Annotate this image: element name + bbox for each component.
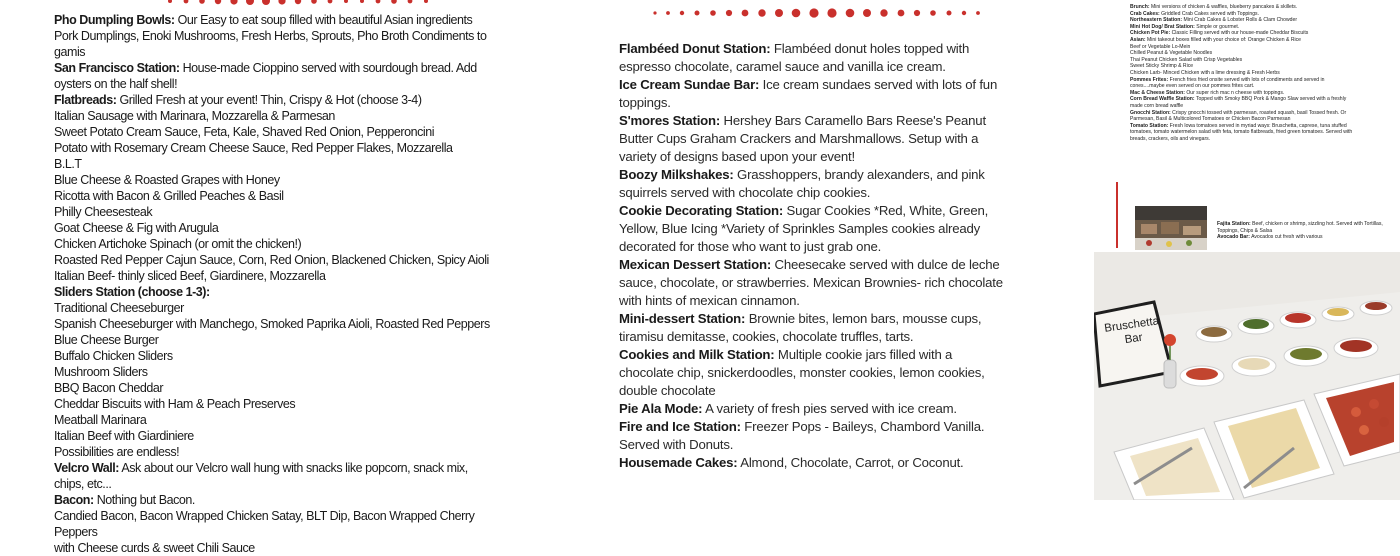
menu-item-label: Pho Dumpling Bowls: [54, 13, 175, 27]
menu-item-text: Chilled Peanut & Vegetable Noodles [1130, 50, 1213, 57]
menu-item-label: S'mores Station: [619, 113, 721, 128]
menu-item-text: Grilled Fresh at your event! Thin, Crispy & Hot (choose 3-4) [116, 93, 422, 107]
menu-item-label: Mini Hot Dog/ Brat Station: [1130, 23, 1195, 30]
menu-item [1130, 57, 1360, 64]
bruschetta-photo-illustration [1094, 252, 1400, 500]
menu-item-label: Fire and Ice Station: [619, 419, 741, 434]
menu-item-text: Cheesecake served with dulce de leche sauce, chocolate, or strawberries. Mexican Brownies- rich chocolate with hints of mexican cinnamon. [619, 257, 1003, 308]
menu-item-text: Potato with Rosemary Cream Cheese Sauce, Red Pepper Flakes, Mozzarella [54, 141, 453, 155]
menu-item-label: Mac & Cheese Station: [1130, 89, 1185, 96]
menu-item-text: Grasshoppers, brandy alexanders, and pink squirrels served with chocolate chip cookies. [619, 167, 985, 200]
menu-item [1217, 234, 1387, 241]
menu-item [619, 256, 1004, 310]
menu-item-text: Beef, chicken or shrimp, sizzling hot. Served with Tortillas, Toppings, Chips & Salsa [1217, 221, 1383, 234]
menu-item [1130, 17, 1360, 24]
menu-item-label: Cookies and Milk Station: [619, 347, 775, 362]
menu-item [619, 166, 1004, 202]
menu-item [54, 220, 494, 236]
menu-item [1130, 110, 1360, 123]
menu-item-text: Italian Beef- thinly sliced Beef, Giardinere, Mozzarella [54, 269, 326, 283]
document-thumbnail-text [1130, 4, 1360, 142]
menu-item [54, 396, 494, 412]
menu-item-label: Asian: [1130, 36, 1146, 43]
menu-item [54, 284, 494, 300]
menu-item [54, 108, 494, 124]
bruschetta-bar-photo [1094, 252, 1400, 500]
menu-item [54, 460, 494, 492]
menu-item [54, 348, 494, 364]
menu-item-text: Ricotta with Bacon & Grilled Peaches & Basil [54, 189, 284, 203]
sign-line: Bruschetta [1103, 315, 1160, 335]
menu-item [54, 540, 494, 556]
menu-item [1130, 123, 1360, 143]
menu-item-text: Cheddar Biscuits with Ham & Peach Preserves [54, 397, 296, 411]
menu-item [54, 300, 494, 316]
menu-item-text: A variety of fresh pies served with ice cream. [702, 401, 957, 416]
menu-item-text: Buffalo Chicken Sliders [54, 349, 173, 363]
menu-item-label: Housemade Cakes: [619, 455, 738, 470]
menu-item-text: B.L.T [54, 157, 82, 171]
menu-item-text: Spanish Cheeseburger with Manchego, Smoked Paprika Aioli, Roasted Red Peppers [54, 317, 490, 331]
menu-item-label: Pommes Frites: [1130, 76, 1169, 83]
menu-item-text: Nothing but Bacon. [93, 493, 195, 507]
menu-item-label: Northeastern Station: [1130, 17, 1183, 24]
menu-item [619, 346, 1004, 400]
menu-item-text: Multiple cookie jars filled with a chocolate chip, snickerdoodles, monster cookies, lemon cookies, double chocolate [619, 347, 985, 398]
menu-item-text: Ask about our Velcro wall hung with snacks like popcorn, snack mix, chips, etc... [54, 461, 468, 491]
menu-item [54, 444, 494, 460]
menu-item [54, 124, 494, 140]
menu-item-text: Mini versions of chicken & waffles, blueberry pancakes & skillets. [1149, 4, 1298, 10]
menu-item-label: Boozy Milkshakes: [619, 167, 734, 182]
sign-line: Bar [1123, 331, 1144, 347]
menu-item [54, 380, 494, 396]
menu-item-label: Corn Bread Waffle Station: [1130, 96, 1195, 103]
menu-item-label: Mexican Dessert Station: [619, 257, 772, 272]
menu-item-label: Tomato Station: [1130, 122, 1169, 129]
menu-item [54, 92, 494, 108]
menu-item-text: Mini Crab Cakes & Lobster Rolls & Clam Chowder [1182, 17, 1298, 24]
menu-item-label: Mini-dessert Station: [619, 311, 746, 326]
menu-item [1217, 221, 1387, 234]
menu-item-text: Meatball Marinara [54, 413, 147, 427]
menu-item-text: Simple or gourmet. [1194, 23, 1240, 30]
menu-item [1130, 77, 1360, 90]
menu-item-label: Brunch: [1130, 4, 1150, 10]
menu-item-text: Possibilities are endless! [54, 445, 180, 459]
document-thumbnail [1094, 0, 1400, 252]
menu-item-text: Sugar Cookies *Red, White, Green, Yellow, Blue Icing *Variety of Sprinkles Samples cookies already decorated for those who want to just grab one. [619, 203, 989, 254]
menu-item-text: Mini takeout boxes filled with your choice of: Orange Chicken & Rice [1145, 36, 1302, 43]
menu-item-text: BBQ Bacon Cheddar [54, 381, 164, 395]
menu-item-label: Flatbreads: [54, 93, 117, 107]
menu-item [1130, 30, 1360, 37]
menu-item-text: Sweet Sticky Shrimp & Rice [1130, 63, 1194, 70]
menu-item-text: Mushroom Sliders [54, 365, 148, 379]
menu-item [1130, 37, 1360, 44]
menu-item-text: Classic Filling served with our house-made Cheddar Biscuits [1170, 30, 1309, 37]
menu-item-text: House-made Cioppino served with sourdough bread. Add oysters on the half shell! [54, 61, 477, 91]
menu-item-text: Griddled Crab Cakes served with Toppings. [1159, 10, 1260, 17]
menu-item [54, 204, 494, 220]
menu-item [619, 76, 1004, 112]
menu-item-text: Thai Peanut Chicken Salad with Crisp Vegetables [1130, 56, 1243, 63]
menu-item [54, 140, 494, 156]
menu-item-text: Almond, Chocolate, Carrot, or Coconut. [737, 455, 964, 470]
menu-item [619, 112, 1004, 166]
menu-item-text: Goat Cheese & Fig with Arugula [54, 221, 219, 235]
menu-item [619, 310, 1004, 346]
document-thumbnail-minitext [1217, 221, 1387, 241]
red-divider-rule [1116, 182, 1118, 248]
menu-item-label: Chicken Pot Pie: [1130, 30, 1171, 37]
menu-item [54, 316, 494, 332]
menu-item [54, 172, 494, 188]
menu-item-text: French fries fried onsite served with lots of condiments and served in cones....maybe even served on our pommes frites cart. [1130, 76, 1325, 90]
menu-item [1130, 11, 1360, 18]
menu-item-text: Chicken Artichoke Spinach (or omit the chicken!) [54, 237, 302, 251]
menu-item-text: Hershey Bars Caramello Bars Reese's Peanut Butter Cups Graham Crackers and Marshmallows. Setup with a variety of designs based upon your event! [619, 113, 986, 164]
menu-item-text: Crispy gnocchi tossed with parmesan, roasted squash, basil Tossed fresh. Or Parmesan, Basil & Multicolored Tomatoes or Chicken Bacon Parmesan [1130, 109, 1347, 123]
menu-item-text: Candied Bacon, Bacon Wrapped Chicken Satay, BLT Dip, Bacon Wrapped Cherry Peppers [54, 509, 475, 539]
menu-item [619, 400, 1004, 418]
menu-item-label: Avocado Bar: [1217, 234, 1250, 241]
menu-item [1130, 4, 1360, 11]
menu-item-text: Sweet Potato Cream Sauce, Feta, Kale, Shaved Red Onion, Pepperoncini [54, 125, 435, 139]
menu-item-text: with Cheese curds & sweet Chili Sauce [54, 541, 255, 555]
menu-item-text: Chicken Larb- Minced Chicken with a lime dressing & Fresh Herbs [1130, 69, 1280, 76]
menu-item [1130, 96, 1360, 109]
menu-item [1130, 50, 1360, 57]
dessert-menu-column [619, 40, 1004, 472]
menu-item [54, 268, 494, 284]
menu-item [619, 418, 1004, 454]
menu-item [1130, 24, 1360, 31]
menu-item-text: Beef or Vegetable Lo-Mein [1130, 43, 1191, 50]
menu-item-label: Ice Cream Sundae Bar: [619, 77, 760, 92]
menu-item [1130, 44, 1360, 51]
menu-item [619, 202, 1004, 256]
menu-item-label: San Francisco Station: [54, 61, 180, 75]
menu-item-text: Topped with Smoky BBQ Pork & Mango Slaw served with a freshly made corn bread waffle [1130, 96, 1347, 109]
menu-item-label: Velcro Wall: [54, 461, 119, 475]
menu-item [1130, 90, 1360, 97]
menu-item-text: Fresh Iowa tomatoes served in myriad ways: Bruschetta, caprese, tuna stuffed tomatoes, tomato watermelon salad with feta, tomato flatbreads, fried green tomatoes. Served with breads, crackers, oils and vinegars. [1130, 122, 1353, 142]
menu-item-label: Sliders Station (choose 1-3): [54, 285, 210, 299]
menu-item [54, 60, 494, 92]
menu-item [54, 508, 494, 540]
menu-item [54, 236, 494, 252]
buffet-thumbnail-photo [1135, 206, 1207, 250]
menu-item-label: Flambéed Donut Station: [619, 41, 771, 56]
menu-item-text: Avocados cut fresh with various [1249, 234, 1323, 241]
menu-item-text: Italian Beef with Giardiniere [54, 429, 194, 443]
menu-item-label: Crab Cakes: [1130, 10, 1160, 17]
menu-item [54, 332, 494, 348]
menu-item-text: Traditional Cheeseburger [54, 301, 184, 315]
menu-item-label: Cookie Decorating Station: [619, 203, 784, 218]
menu-item-text: Philly Cheesesteak [54, 205, 153, 219]
menu-item [54, 412, 494, 428]
menu-item [54, 492, 494, 508]
menu-item-text: Blue Cheese & Roasted Grapes with Honey [54, 173, 280, 187]
menu-item [1130, 63, 1360, 70]
menu-item [1130, 70, 1360, 77]
menu-item-text: Our super rich mac n cheese with toppings. [1184, 89, 1285, 96]
menu-item [54, 364, 494, 380]
menu-item-label: Bacon: [54, 493, 94, 507]
menu-item-text: Brownie bites, lemon bars, mousse cups, tiramisu demitasse, cookies, chocolate truffles, tarts. [619, 311, 982, 344]
menu-item [54, 252, 494, 268]
menu-item-label: Pie Ala Mode: [619, 401, 703, 416]
menu-item-text: Italian Sausage with Marinara, Mozzarella & Parmesan [54, 109, 335, 123]
menu-item-text: Flambéed donut holes topped with espresso chocolate, caramel sauce and vanilla ice cream. [619, 41, 970, 74]
menu-item-text: Blue Cheese Burger [54, 333, 159, 347]
menu-item [619, 40, 1004, 76]
menu-item-label: Gnocchi Station: [1130, 109, 1171, 116]
menu-item-text: Roasted Red Pepper Cajun Sauce, Corn, Red Onion, Blackened Chicken, Spicy Aioli [54, 253, 489, 267]
menu-item [54, 188, 494, 204]
menu-item [54, 156, 494, 172]
menu-item [54, 428, 494, 444]
menu-item [54, 12, 494, 60]
menu-item-text: Freezer Pops - Baileys, Chambord Vanilla. Served with Donuts. [619, 419, 985, 452]
left-menu-column [54, 12, 494, 556]
menu-item [619, 454, 1004, 472]
menu-item-text: Our Easy to eat soup filled with beautiful Asian ingredients Pork Dumplings, Enoki Mushrooms, Fresh Herbs, Sprouts, Pho Broth Condiments to gamis [54, 13, 487, 59]
menu-item-text: Ice cream sundaes served with lots of fun toppings. [619, 77, 998, 110]
menu-item-label: Fajita Station: [1217, 221, 1251, 227]
